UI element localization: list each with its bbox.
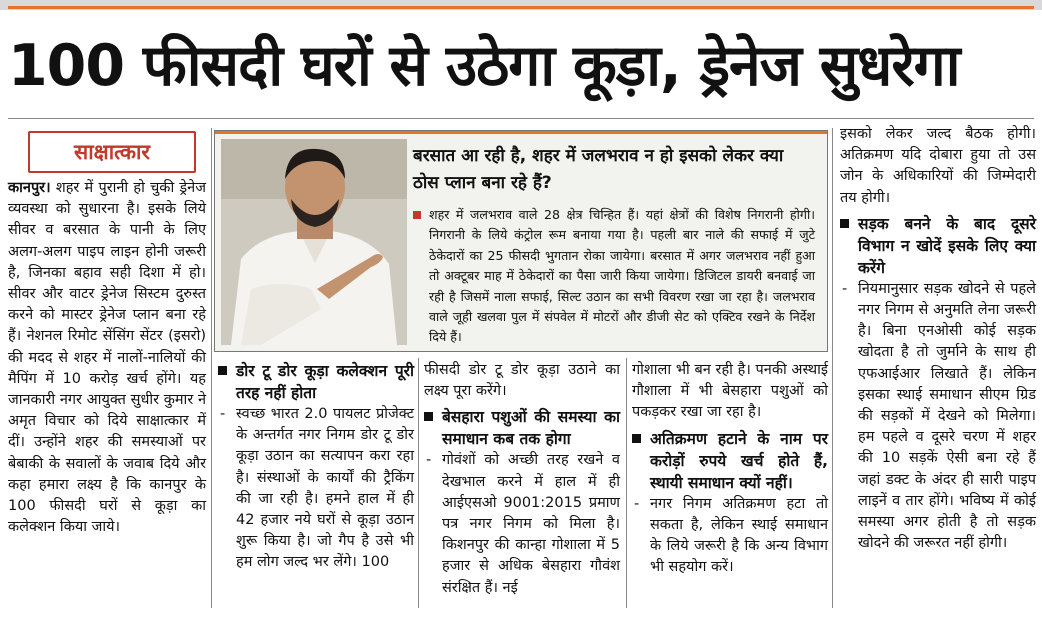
paragraph-door-to-door (218, 404, 414, 574)
paragraph-text: गोवंशों को अच्छी तरह रखने व देखभाल करने में हाल में ही आईएसओ 9001:2015 प्रमाण पत्र नगर निगम को मिला है। किशनपुर की कान्हा गोशाला में 5 हजार से अधिक बेसहारा गौवंश संरक्षित हैं। नई (442, 452, 620, 596)
column-2 (218, 360, 414, 574)
box-accent-bar (215, 131, 827, 134)
heading-bullet-icon (840, 219, 849, 228)
column-divider-2 (418, 358, 419, 608)
qa-box (214, 130, 828, 352)
question-text: बरसात आ रही है, शहर में जलभराव न हो इसको लेकर क्या ठोस प्लान बना रहे हैं? (413, 146, 784, 193)
heading-bullet-icon (632, 434, 641, 443)
paragraph-continued: फीसदी डोर टू डोर कूड़ा उठाने का लक्ष्य पूरा करेंगे। (424, 362, 620, 400)
heading-bullet-icon (424, 412, 433, 421)
paragraph-text: स्वच्छ भारत 2.0 पायलट प्रोजेक्ट के अन्तर्गत नगर निगम डोर टू डोर कूड़ा उठान का सत्यापन करा रहा है। संस्थाओं के कार्यों की ट्रैकिंग की जा रही है। हमने हाल में ही 42 हजार नये घरों से कूड़ा उठान शुरू किया है। जो गैप है उसे भी हम लोग जल्द भर लेंगे। 100 (236, 406, 414, 571)
dash-marker: - (426, 452, 432, 469)
portrait-photo (221, 139, 407, 345)
paragraph-encroachment (632, 494, 828, 579)
headline: 100 फीसदी घरों से उठेगा कूड़ा, ड्रेनेज सुधरेगा (8, 33, 960, 99)
column-divider-5 (832, 128, 833, 608)
column-3 (424, 360, 620, 599)
column-divider-3 (626, 358, 627, 608)
answer-bullet-icon (413, 211, 421, 219)
heading-encroachment (632, 428, 828, 494)
intro-column (8, 178, 206, 538)
heading-road-digging (840, 213, 1036, 279)
heading-door-to-door (218, 360, 414, 404)
answer-body: शहर में जलभराव वाले 28 क्षेत्र चिन्हित हैं। यहां क्षेत्रों की विशेष निगरानी होगी। निगरानी के लिये कंट्रोल रूम बनाया गया है। पहली बार नाले की सफाई में जुटे ठेकेदारों का 25 फीसदी भुगतान रोका जायेगा। बरसात में अगर जलभराव नहीं हुआ तो अक्टूबर माह में ठेकेदारों का पैसा जारी किया जायेगा। डिजिटल डायरी बनवाई जा रही है जिसमें नाला सफाई, सिल्ट उठान का सभी विवरण रखा जा रहा है। जलभराव वाले जूही खलवा पुल में संपवेल में मोटरों और डीजी सेट को एक्टिव रखने के निर्देश दिये हैं। (429, 207, 815, 345)
intro-text: शहर में पुरानी हो चुकी ड्रेनेज व्यवस्था को सुधारना है। इसके लिये सीवर व बरसात के पानी के लिए अलग-अलग पाइप लाइन होनी जरूरी है, जिनका बहाव सही दिशा में हो। सीवर और वाटर ड्रेनेज सिस्टम दुरुस्त करने को मास्टर ड्रेनेज प्लान बना रहे हैं। नेशनल रिमोट सेंसिंग सेंटर (इसरो) की मदद से शहर में नालों-नालियों की मैपिंग में 10 करोड़ खर्च होंगे। यह जानकारी नगर आयुक्त सुधीर कुमार ने अमृत विचार को दिये साक्षात्कार में दीं। उन्होंने शहर की समस्याओं पर बेबाकी के सवालों के जवाब दिये और कहा हमारा लक्ष्य है कि कानपुर के 100 फीसदी घरों से कूड़ा का कलेक्शन किया जाये। (8, 180, 206, 536)
heading-text: अतिक्रमण हटाने के नाम पर करोड़ों रुपये खर्च होते हैं, स्थायी समाधान क्यों नहीं। (650, 429, 828, 492)
paragraph-continued: इसको लेकर जल्द बैठक होगी। अतिक्रमण यदि दोबारा हुया तो उस जोन के अधिकारियों की जिम्मेदारी तय होगी। (840, 126, 1036, 206)
heading-text: बेसहारा पशुओं की समस्या का समाधान कब तक होगा (442, 408, 620, 449)
intro-paragraph (8, 178, 206, 538)
column-divider-1 (211, 128, 212, 608)
heading-stray-cattle (424, 406, 620, 450)
heading-bullet-icon (218, 366, 227, 375)
paragraph-text: नगर निगम अतिक्रमण हटा तो सकता है, लेकिन स्थाई समाधान के लिये जरूरी है कि अन्य विभाग भी सहयोग करें। (650, 495, 828, 576)
paragraph-text: नियमानुसार सड़क खोदने से पहले नगर निगम से अनुमति लेना जरूरी है। बिना एनओसी कोई सड़क खोदता है तो जुर्माने के साथ ही एफआईआर लिखाते हैं। लेकिन इसका स्थाई समाधान सीएम ग्रिड की सड़कों में देखने को मिलेगा। हम पहले व दूसरे चरण में शहर की 10 सड़कें ऐसी बना रहे हैं जहां डक्ट के अंदर ही सारी पाइप लाइनें व तार होंगे। भविष्य में कोई समस्या अगर होती है तो सड़क खोदने की जरूरत नहीं होगी। (858, 280, 1036, 552)
portrait-illustration (221, 139, 407, 345)
heading-text: सड़क बनने के बाद दूसरे विभाग न खोदें इसके लिए क्या करेंगे (858, 214, 1036, 277)
column-4 (632, 360, 828, 578)
answer-text (429, 205, 815, 348)
dash-marker: - (634, 495, 640, 512)
section-tag: साक्षात्कार (28, 131, 196, 173)
dash-marker: - (842, 280, 848, 297)
dash-marker: - (220, 406, 226, 422)
paragraph-road-digging (840, 279, 1036, 555)
heading-text: डोर टू डोर कूड़ा कलेक्शन पूरी तरह नहीं होता (236, 362, 414, 402)
column-5 (840, 124, 1036, 554)
paragraph-continued: गोशाला भी बन रही है। पनकी अस्थाई गौशाला में भी बेसहारा पशुओं को पकड़कर रखा जा रहा है। (632, 362, 828, 421)
paragraph-stray-cattle (424, 450, 620, 598)
headline-rule (8, 118, 1034, 119)
top-rule (0, 0, 1042, 10)
dateline: कानपुर। (8, 180, 51, 196)
